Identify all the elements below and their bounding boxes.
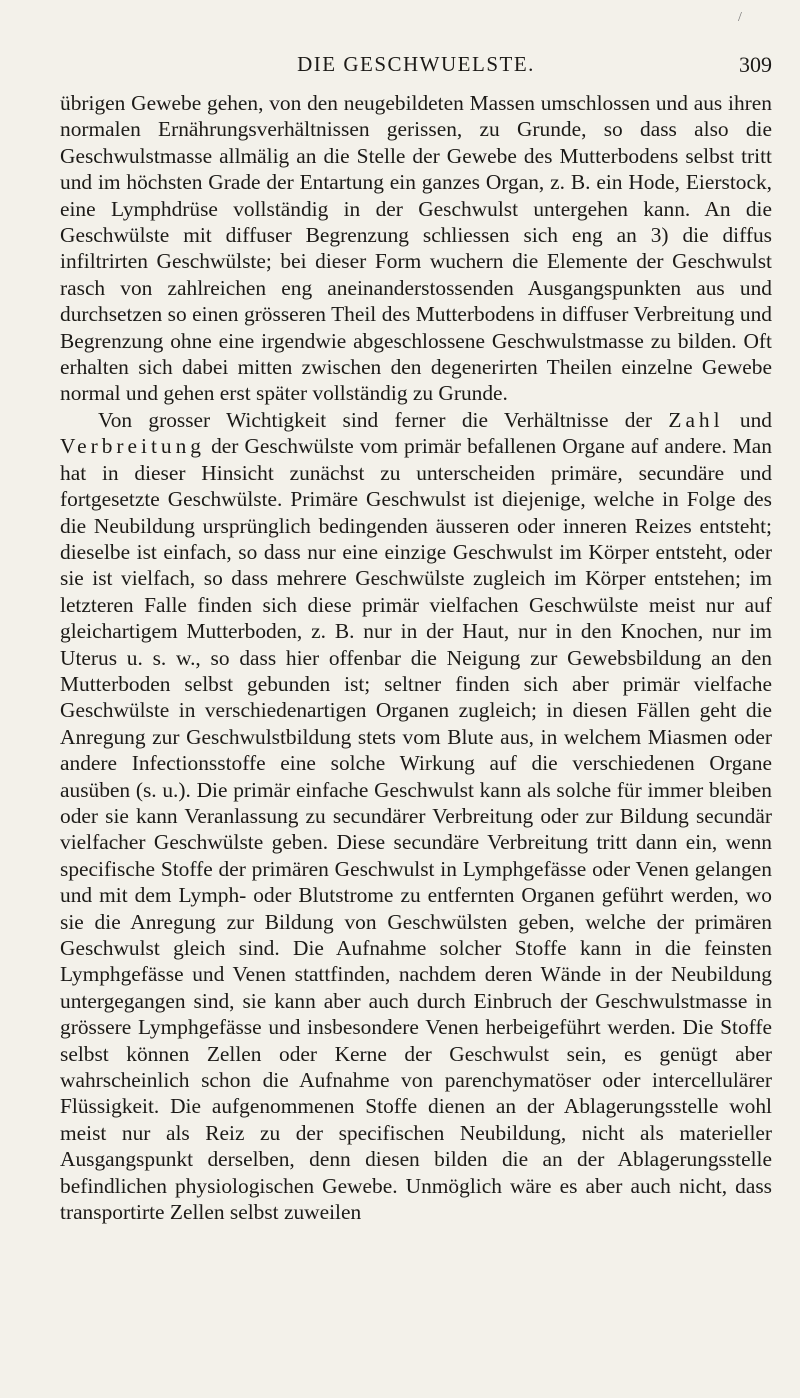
- pencil-mark: /: [738, 10, 742, 25]
- running-title: DIE GESCHWUELSTE.: [297, 52, 535, 76]
- paragraph-conjunction: und: [739, 407, 772, 432]
- body-text: [60, 90, 772, 1225]
- paragraph-zahl-verbreitung: [60, 407, 772, 1226]
- paragraph-continuation: übrigen Gewebe gehen, von den neugebildeten Massen umschlossen und aus ihren normalen Ernährungsverhältnissen gerissen, zu Grunde, so dass also die Geschwulstmasse allmälig an die Stelle der Gewebe des Mutterbodens selbst tritt und im höchsten Grade der Entartung ein ganzes Organ, z. B. ein Hode, Eierstock, eine Lymphdrüse vollständig in der Geschwulst untergehen kann. An die Geschwülste mit diffuser Begrenzung schliessen sich eng an 3) die diffus infiltrirten Geschwülste; bei dieser Form wuchern die Elemente der Geschwulst rasch von zahlreichen eng aneinanderstossenden Ausgangspunkten aus und durchsetzen so einen grösseren Theil des Mutterbodens in diffuser Verbreitung und Begrenzung ohne eine irgendwie abgeschlossene Geschwulstmasse zu bilden. Oft erhalten sich dabei mitten zwischen den degenerirten Theilen einzelne Gewebe normal und gehen erst später vollständig zu Grunde.: [60, 91, 772, 406]
- paragraph-text-start: Von grosser Wichtigkeit sind ferner die Verhältnisse der: [98, 407, 653, 432]
- emphasis-zahl: Zahl: [668, 407, 724, 432]
- page-header: [60, 52, 772, 82]
- paragraph-text-rest: der Geschwülste vom primär befallenen Organe auf andere. Man hat in dieser Hinsicht zunächst zu unterscheiden primäre, secundäre und fortgesetzte Geschwülste. Primäre Geschwulst ist diejenige, welche in Folge des die Neubildung ursprünglich bedingenden äusseren oder inneren Reizes entsteht; dieselbe ist einfach, so dass nur eine einzige Geschwulst im Körper entsteht, oder sie ist vielfach, so dass mehrere Geschwülste zugleich im Körper entstehen; im letzteren Falle finden sich diese primär vielfachen Geschwülste meist nur auf gleichartigem Mutterboden, z. B. nur in der Haut, nur in den Knochen, nur im Uterus u. s. w., so dass hier offenbar die Neigung zur Gewebsbildung an den Mutterboden selbst gebunden ist; seltner finden sich aber primär vielfache Geschwülste in verschiedenartigen Organen zugleich; in diesen Fällen geht die Anregung zur Geschwulstbildung stets vom Blute aus, in welchem Miasmen oder andere Infectionsstoffe eine solche Wirkung auf die verschiedenen Organe ausüben (s. u.). Die primär einfache Geschwulst kann als solche für immer bleiben oder sie kann Veranlassung zu secundärer Verbreitung oder zur Bildung secundär vielfacher Geschwülste geben. Diese secundäre Verbreitung tritt dann ein, wenn specifische Stoffe der primären Geschwulst in Lymphgefässe oder Venen gelangen und mit dem Lymph- oder Blutstrome zu entfernten Organen geführt werden, wo sie die Anregung zur Bildung von Geschwülsten geben, welche der primären Geschwulst gleich sind. Die Aufnahme solcher Stoffe kann in die feinsten Lymphgefässe und Venen stattfinden, nachdem deren Wände in der Neubildung untergegangen sind, sie kann aber auch durch Einbruch der Geschwulstmasse in grössere Lymphgefässe und insbesondere Venen herbeigeführt werden. Die Stoffe selbst können Zellen oder Kerne der Geschwulst sein, es genügt aber wahrscheinlich schon die Aufnahme von parenchymatöser oder intercellulärer Flüssigkeit. Die aufgenommenen Stoffe dienen an der Ablagerungsstelle wohl meist nur als Reiz zu der specifischen Neubildung, nicht als materieller Ausgangspunkt derselben, denn diesen bilden die an der Ablagerungsstelle befindlichen physiologischen Gewebe. Unmöglich wäre es aber auch nicht, dass transportirte Zellen selbst zuweilen: [60, 434, 772, 1225]
- emphasis-verbreitung: Verbreitung: [60, 434, 205, 459]
- page-number: 309: [739, 52, 772, 77]
